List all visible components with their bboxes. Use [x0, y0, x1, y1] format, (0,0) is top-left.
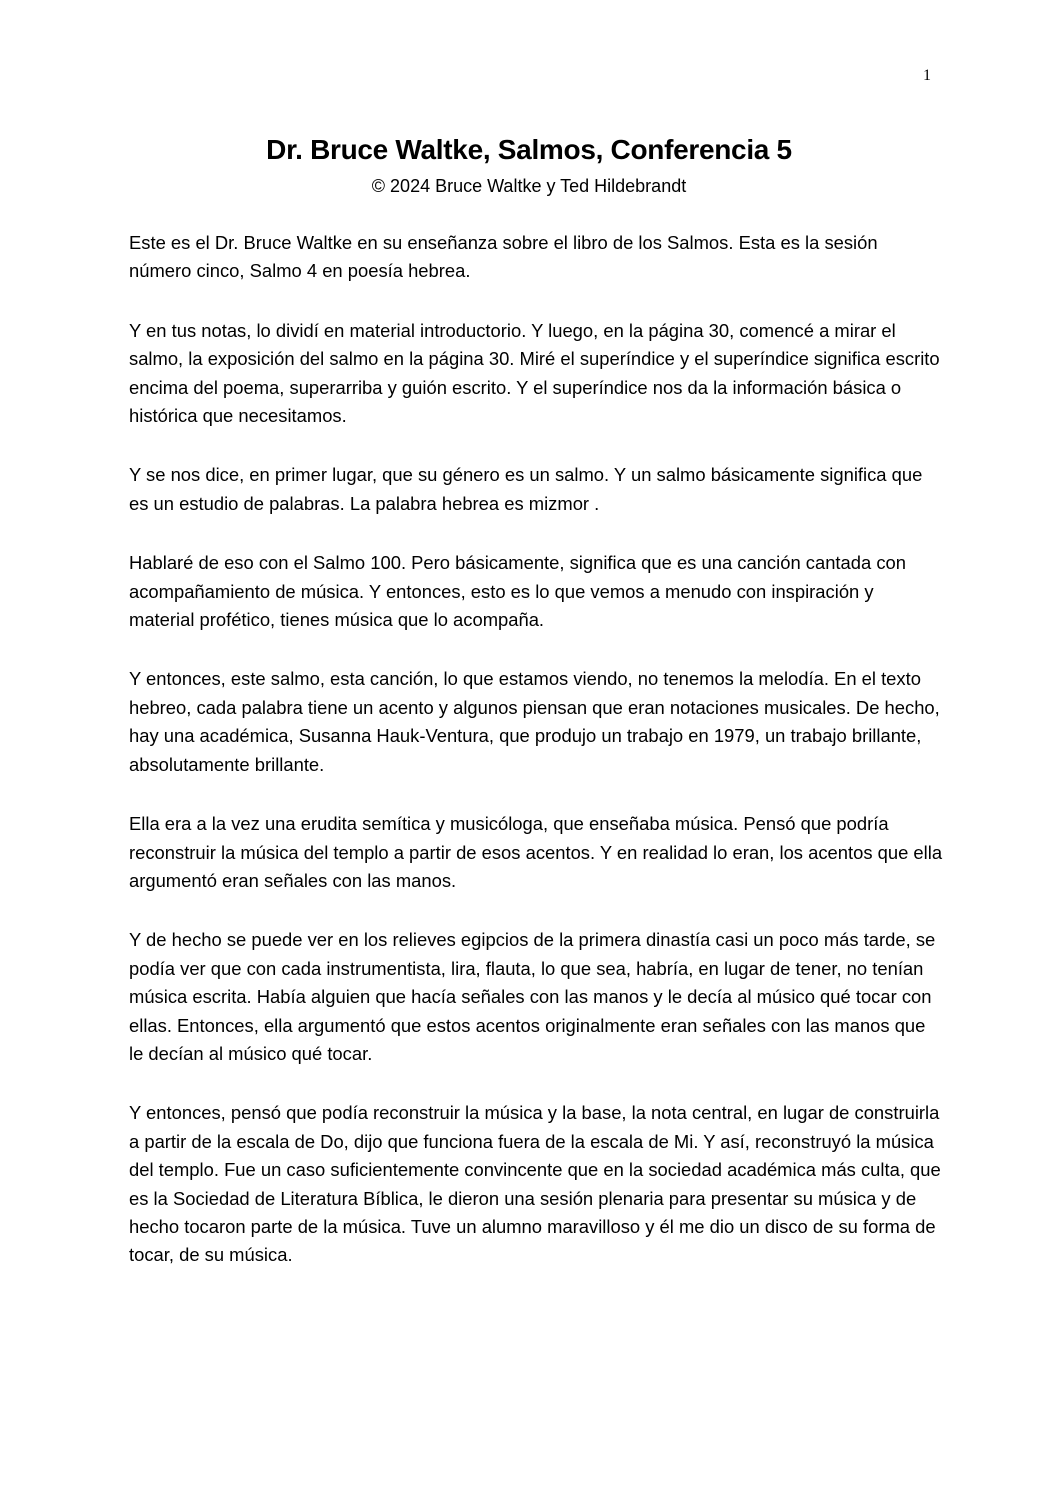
paragraph: Y en tus notas, lo dividí en material introductorio. Y luego, en la página 30, comencé a mirar el salmo, la exposición del salmo en la página 30. Miré el superíndice y el superíndice significa escrito encima del poema, superarriba y guión escrito. Y el superíndice nos da la información básica o histórica que necesitamos. — [129, 319, 940, 427]
document-title: Dr. Bruce Waltke, Salmos, Conferencia 5 — [266, 134, 792, 165]
document-body — [129, 229, 944, 1301]
paragraph: Ella era a la vez una erudita semítica y musicóloga, que enseñaba música. Pensó que podría reconstruir la música del templo a partir de esos acentos. Y en realidad lo eran, los acentos que ella argumentó eran señales con las manos. — [129, 813, 943, 891]
paragraph: Y se nos dice, en primer lugar, que su género es un salmo. Y un salmo básicamente significa que es un estudio de palabras. La palabra hebrea es mizmor . — [129, 464, 923, 514]
paragraph: Hablaré de eso con el Salmo 100. Pero básicamente, significa que es una canción cantada con acompañamiento de música. Y entonces, esto es lo que vemos a menudo con inspiración y material profético, tienes música que lo acompaña. — [129, 552, 906, 631]
paragraph: Y entonces, pensó que podía reconstruir la música y la base, la nota central, en lugar de construirla a partir de la escala de Do, dijo que funciona fuera de la escala de Mi. Y así, reconstruyó la música del templo. Fue un caso suficientemente convincente que en la sociedad académica más culta, que es la Sociedad de Literatura Bíblica, le dieron una sesión plenaria para presentar su música y de hecho tocaron parte de la música. Tuve un alumno maravilloso y él me dio un disco de su forma de tocar, de su música. — [129, 1102, 941, 1266]
paragraph: Este es el Dr. Bruce Waltke en su enseñanza sobre el libro de los Salmos. Esta es la sesión número cinco, Salmo 4 en poesía hebrea. — [129, 232, 878, 282]
copyright-line: © 2024 Bruce Waltke y Ted Hildebrandt — [371, 176, 687, 196]
paragraph: Y entonces, este salmo, esta canción, lo que estamos viendo, no tenemos la melodía. En el texto hebreo, cada palabra tiene un acento y algunos piensan que eran notaciones musicales. De hecho, hay una académica, Susanna Hauk-Ventura, que produjo un trabajo en 1979, un trabajo brillante, absolutamente brillante. — [129, 668, 940, 775]
paragraph: Y de hecho se puede ver en los relieves egipcios de la primera dinastía casi un poco más tarde, se podía ver que con cada instrumentista, lira, flauta, lo que sea, habría, en lugar de tener, no tenían música escrita. Había alguien que hacía señales con las manos y le decía al músico qué tocar con ellas. Entonces, ella argumentó que estos acentos originalmente eran señales con las manos que le decían al músico qué tocar. — [129, 929, 936, 1064]
page-number: 1 — [923, 67, 931, 84]
